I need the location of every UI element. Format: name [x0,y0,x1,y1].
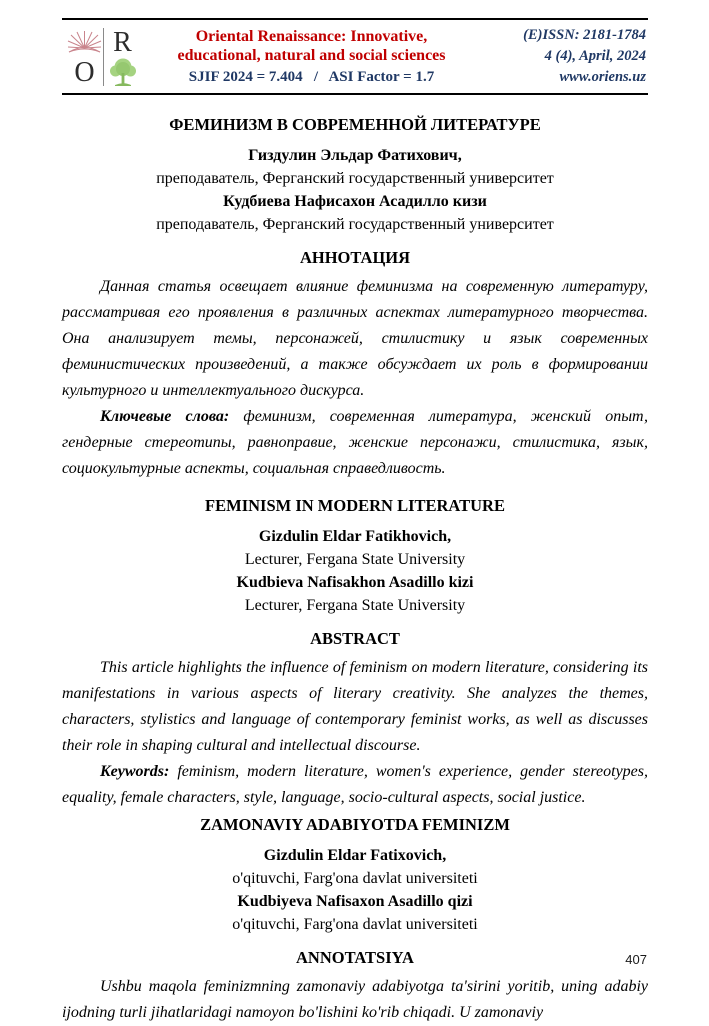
author-name: Гиздулин Эльдар Фатихович, [248,147,462,164]
keywords-russian [62,404,648,482]
author-name: Кудбиева Нафисахон Асадилло кизи [223,193,487,210]
logo-left-column [66,28,103,86]
author-affiliation: Lecturer, Fergana State University [244,597,466,614]
abstract-heading-russian: АННОТАЦИЯ [299,248,411,267]
keywords-text: feminism, modern literature, women's experience, gender stereotypes, equality, female characters, style, language, socio-cultural aspects, social justice. [62,763,648,806]
article-title-russian: ФЕМИНИЗМ В СОВРЕМЕННОЙ ЛИТЕРАТУРЕ [169,115,541,134]
logo-right-column [104,28,141,86]
logo-letter-o: O [74,56,95,88]
article-title-english: FEMINISM IN MODERN LITERATURE [205,496,505,515]
journal-title-line2: educational, natural and social sciences [177,47,446,64]
author-name: Kudbiyeva Nafisaxon Asadillo qizi [237,893,473,910]
abstract-heading-uzbek: ANNOTATSIYA [296,948,414,967]
article-title-uzbek: ZAMONAVIY ADABIYOTDA FEMINIZM [200,815,510,834]
page-number: 407 [625,952,647,967]
author-affiliation: o'qituvchi, Farg'ona davlat universiteti [232,870,478,887]
journal-metrics: SJIF 2024 = 7.404 / ASI Factor = 1.7 [188,69,435,85]
author-name: Kudbieva Nafisakhon Asadillo kizi [236,574,474,591]
logo-letter-r: R [113,26,132,58]
author-name: Gizdulin Eldar Fatixovich, [263,847,447,864]
abstract-text-uzbek: Ushbu maqola feminizmning zamonaviy adabiyotga ta'sirini yoritib, uning adabiy ijodning turli jihatlaridagi namoyon bo'lishini ko'rib chiqadi. U zamonaviy [62,978,648,1021]
authors-uzbek [62,844,648,936]
authors-russian [62,144,648,236]
abstract-text-russian: Данная статья освещает влияние феминизма на современную литературу, рассматривая его проявления в различных аспектах литературного творчества. Она анализирует темы, персонажей, стилистику и язык современных феминистических произведений, а также обсуждает их роль в формировании культурного и интеллектуального дискурса. [62,278,648,399]
keywords-label: Ключевые слова: [100,408,230,425]
journal-header-right [482,25,648,88]
journal-header-center [153,27,470,86]
journal-logo [66,28,141,86]
author-affiliation: преподаватель, Ферганский государственный университет [156,170,554,187]
author-affiliation: Lecturer, Fergana State University [244,551,466,568]
author-name: Gizdulin Eldar Fatikhovich, [258,528,452,545]
keywords-label: Keywords: [100,763,170,780]
tree-icon [108,57,138,92]
abstract-text-english: This article highlights the influence of feminism on modern literature, considering its manifestations in various aspects of literary creativity. She analyzes the themes, characters, stylistics and language of contemporary feminist works, as well as discusses their role in shaping cultural and intellectual discourse. [62,659,648,754]
journal-website: www.oriens.uz [559,69,646,85]
journal-title [153,27,470,65]
keywords-english [62,759,648,811]
authors-english [62,525,648,617]
author-affiliation: o'qituvchi, Farg'ona davlat universiteti [232,916,478,933]
journal-title-line1: Oriental Renaissance: Innovative, [195,28,428,45]
abstract-heading-english: ABSTRACT [310,629,400,648]
sunrise-rays-icon [67,29,102,59]
journal-issn: (E)ISSN: 2181-1784 [523,27,646,43]
keywords-text: феминизм, современная литература, женский опыт, гендерные стереотипы, равноправие, женские персонажи, стилистика, язык, социокультурные аспекты, социальная справедливость. [62,408,648,477]
journal-header [62,18,648,95]
journal-issue: 4 (4), April, 2024 [544,48,646,64]
author-affiliation: преподаватель, Ферганский государственный университет [156,216,554,233]
